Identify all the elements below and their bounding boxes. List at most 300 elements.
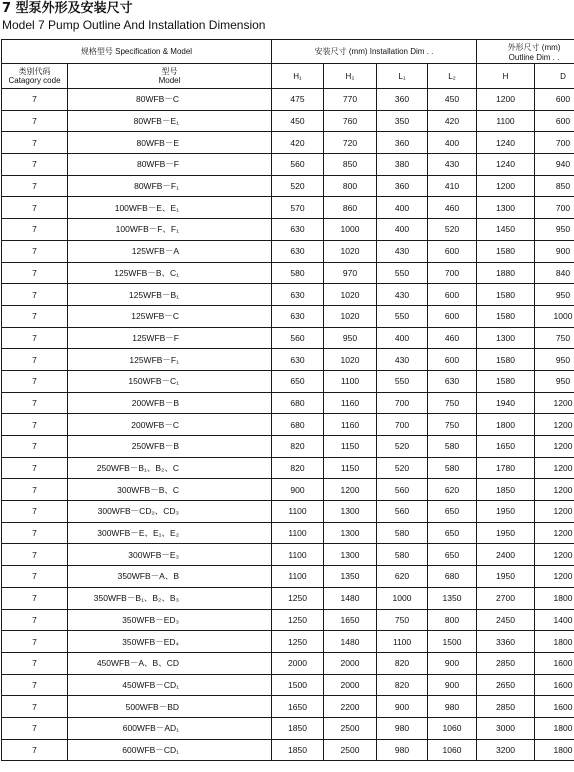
value-cell-h: 3000 — [477, 717, 535, 739]
value-cell-d: 950 — [535, 284, 574, 306]
category-cell: 7 — [2, 501, 68, 523]
value-cell-h: 2850 — [477, 696, 535, 718]
value-cell-l2: 1060 — [428, 717, 477, 739]
value-cell-h1: 820 — [272, 436, 324, 458]
value-cell-h: 3360 — [477, 631, 535, 653]
model-cell: 500WFB－BD — [68, 696, 272, 718]
value-cell-d: 950 — [535, 370, 574, 392]
value-cell-d: 1200 — [535, 522, 574, 544]
model-cell: 150WFB－C₁ — [68, 370, 272, 392]
col-header-d: D — [535, 64, 574, 89]
value-cell-h: 2850 — [477, 652, 535, 674]
value-cell-d: 750 — [535, 327, 574, 349]
value-cell-d: 1600 — [535, 674, 574, 696]
model-cell: 200WFB－C — [68, 414, 272, 436]
value-cell-l2: 430 — [428, 154, 477, 176]
category-cell: 7 — [2, 739, 68, 761]
category-cell: 7 — [2, 262, 68, 284]
value-cell-h2: 1200 — [324, 479, 377, 501]
model-cell: 80WFB－F — [68, 154, 272, 176]
value-cell-l1: 360 — [377, 175, 428, 197]
value-cell-d: 1800 — [535, 717, 574, 739]
category-cell: 7 — [2, 631, 68, 653]
value-cell-h1: 680 — [272, 392, 324, 414]
category-cell: 7 — [2, 132, 68, 154]
spec-header: 规格型号 Specification & Model — [2, 40, 272, 64]
value-cell-h1: 1500 — [272, 674, 324, 696]
value-cell-h1: 520 — [272, 175, 324, 197]
value-cell-d: 1200 — [535, 457, 574, 479]
value-cell-d: 700 — [535, 132, 574, 154]
category-cell: 7 — [2, 175, 68, 197]
table-row — [2, 89, 574, 111]
model-cell: 125WFB－B、C₁ — [68, 262, 272, 284]
value-cell-h1: 630 — [272, 284, 324, 306]
value-cell-l1: 360 — [377, 132, 428, 154]
table-row — [2, 739, 574, 761]
value-cell-l2: 900 — [428, 674, 477, 696]
value-cell-d: 950 — [535, 219, 574, 241]
value-cell-h2: 1350 — [324, 566, 377, 588]
value-cell-l1: 560 — [377, 479, 428, 501]
table-row — [2, 240, 574, 262]
category-cell: 7 — [2, 414, 68, 436]
value-cell-h: 1940 — [477, 392, 535, 414]
value-cell-h2: 760 — [324, 110, 377, 132]
value-cell-h2: 1300 — [324, 522, 377, 544]
value-cell-h1: 1100 — [272, 566, 324, 588]
table-row — [2, 392, 574, 414]
value-cell-h1: 580 — [272, 262, 324, 284]
value-cell-h2: 1480 — [324, 631, 377, 653]
value-cell-h1: 2000 — [272, 652, 324, 674]
model-cell: 300WFB－E、E₁、E₂ — [68, 522, 272, 544]
value-cell-h2: 1480 — [324, 587, 377, 609]
value-cell-h1: 570 — [272, 197, 324, 219]
category-cell: 7 — [2, 219, 68, 241]
value-cell-h: 1650 — [477, 436, 535, 458]
value-cell-h1: 820 — [272, 457, 324, 479]
model-cell: 350WFB－B₁、B₂、B₃ — [68, 587, 272, 609]
value-cell-d: 1600 — [535, 652, 574, 674]
value-cell-l2: 580 — [428, 436, 477, 458]
value-cell-h1: 475 — [272, 89, 324, 111]
table-row — [2, 197, 574, 219]
value-cell-h2: 1100 — [324, 370, 377, 392]
table-row — [2, 566, 574, 588]
value-cell-l1: 1100 — [377, 631, 428, 653]
model-cell: 250WFB－B₁、B₂、C — [68, 457, 272, 479]
category-cell: 7 — [2, 349, 68, 371]
model-cell: 300WFB－B、C — [68, 479, 272, 501]
value-cell-l1: 520 — [377, 436, 428, 458]
category-cell: 7 — [2, 392, 68, 414]
model-cell: 200WFB－B — [68, 392, 272, 414]
model-header — [68, 64, 272, 89]
value-cell-h1: 420 — [272, 132, 324, 154]
col-header-l1: L₁ — [377, 64, 428, 89]
value-cell-l2: 580 — [428, 457, 477, 479]
value-cell-l2: 650 — [428, 501, 477, 523]
value-cell-l1: 580 — [377, 544, 428, 566]
category-header-cn: 类别代码 — [18, 67, 51, 76]
value-cell-l2: 600 — [428, 305, 477, 327]
value-cell-h: 1100 — [477, 110, 535, 132]
value-cell-l2: 460 — [428, 197, 477, 219]
value-cell-h2: 2500 — [324, 717, 377, 739]
table-row — [2, 522, 574, 544]
table-row — [2, 587, 574, 609]
value-cell-l2: 520 — [428, 219, 477, 241]
value-cell-l2: 620 — [428, 479, 477, 501]
value-cell-h: 2650 — [477, 674, 535, 696]
model-cell: 80WFB－C — [68, 89, 272, 111]
value-cell-h2: 770 — [324, 89, 377, 111]
value-cell-h1: 1850 — [272, 717, 324, 739]
table-row — [2, 674, 574, 696]
value-cell-d: 850 — [535, 175, 574, 197]
value-cell-l2: 750 — [428, 414, 477, 436]
value-cell-d: 1800 — [535, 587, 574, 609]
value-cell-l2: 630 — [428, 370, 477, 392]
value-cell-d: 1200 — [535, 479, 574, 501]
dimension-table — [1, 39, 574, 761]
model-cell: 80WFB－F₁ — [68, 175, 272, 197]
table-row — [2, 349, 574, 371]
category-cell: 7 — [2, 327, 68, 349]
value-cell-h2: 2000 — [324, 652, 377, 674]
value-cell-h: 1580 — [477, 370, 535, 392]
value-cell-h1: 1100 — [272, 501, 324, 523]
value-cell-h: 3200 — [477, 739, 535, 761]
value-cell-h2: 2500 — [324, 739, 377, 761]
table-row — [2, 717, 574, 739]
table-row — [2, 414, 574, 436]
model-cell: 450WFB－A、B、CD — [68, 652, 272, 674]
value-cell-l2: 410 — [428, 175, 477, 197]
category-cell: 7 — [2, 305, 68, 327]
value-cell-h1: 1850 — [272, 739, 324, 761]
value-cell-l1: 430 — [377, 349, 428, 371]
value-cell-h2: 1020 — [324, 240, 377, 262]
table-row — [2, 436, 574, 458]
value-cell-h1: 450 — [272, 110, 324, 132]
value-cell-h1: 1250 — [272, 587, 324, 609]
category-cell: 7 — [2, 240, 68, 262]
table-row — [2, 284, 574, 306]
table-row — [2, 154, 574, 176]
value-cell-l1: 980 — [377, 739, 428, 761]
table-row — [2, 175, 574, 197]
value-cell-l1: 820 — [377, 674, 428, 696]
value-cell-l2: 680 — [428, 566, 477, 588]
model-cell: 125WFB－F₁ — [68, 349, 272, 371]
model-cell: 350WFB－A、B — [68, 566, 272, 588]
value-cell-h: 1200 — [477, 89, 535, 111]
value-cell-h1: 630 — [272, 240, 324, 262]
value-cell-l1: 550 — [377, 262, 428, 284]
model-cell: 125WFB－C — [68, 305, 272, 327]
model-cell: 250WFB－B — [68, 436, 272, 458]
value-cell-l2: 600 — [428, 240, 477, 262]
value-cell-h: 1800 — [477, 414, 535, 436]
value-cell-l1: 430 — [377, 240, 428, 262]
value-cell-h1: 900 — [272, 479, 324, 501]
category-cell: 7 — [2, 479, 68, 501]
value-cell-h: 1580 — [477, 284, 535, 306]
value-cell-d: 1000 — [535, 305, 574, 327]
table-row — [2, 110, 574, 132]
value-cell-l2: 450 — [428, 89, 477, 111]
category-cell: 7 — [2, 587, 68, 609]
value-cell-d: 1200 — [535, 414, 574, 436]
value-cell-h: 2400 — [477, 544, 535, 566]
value-cell-h1: 630 — [272, 349, 324, 371]
value-cell-d: 940 — [535, 154, 574, 176]
value-cell-h1: 560 — [272, 154, 324, 176]
value-cell-h: 1300 — [477, 327, 535, 349]
table-row — [2, 457, 574, 479]
value-cell-h2: 1300 — [324, 544, 377, 566]
value-cell-h2: 2000 — [324, 674, 377, 696]
table-row — [2, 327, 574, 349]
value-cell-h: 1580 — [477, 349, 535, 371]
category-cell: 7 — [2, 457, 68, 479]
value-cell-l1: 400 — [377, 197, 428, 219]
value-cell-h2: 1150 — [324, 436, 377, 458]
model-cell: 600WFB－CD₁ — [68, 739, 272, 761]
value-cell-h2: 1020 — [324, 305, 377, 327]
value-cell-h2: 1650 — [324, 609, 377, 631]
value-cell-l1: 400 — [377, 327, 428, 349]
value-cell-h: 1880 — [477, 262, 535, 284]
value-cell-d: 700 — [535, 197, 574, 219]
table-row — [2, 631, 574, 653]
value-cell-l2: 750 — [428, 392, 477, 414]
category-cell: 7 — [2, 544, 68, 566]
table-row — [2, 609, 574, 631]
table-header-row — [2, 40, 574, 64]
value-cell-l1: 560 — [377, 501, 428, 523]
value-cell-l2: 420 — [428, 110, 477, 132]
value-cell-d: 1800 — [535, 739, 574, 761]
model-cell: 600WFB－AD₁ — [68, 717, 272, 739]
value-cell-h1: 1250 — [272, 609, 324, 631]
value-cell-h: 1300 — [477, 197, 535, 219]
category-cell: 7 — [2, 609, 68, 631]
value-cell-h: 1580 — [477, 305, 535, 327]
category-cell: 7 — [2, 154, 68, 176]
category-header-en: Catagory code — [8, 76, 61, 85]
value-cell-h: 1240 — [477, 132, 535, 154]
value-cell-d: 900 — [535, 240, 574, 262]
value-cell-l1: 430 — [377, 284, 428, 306]
table-row — [2, 305, 574, 327]
value-cell-h2: 950 — [324, 327, 377, 349]
page-title: 7 型泵外形及安装尺寸 — [2, 1, 133, 16]
model-cell: 450WFB－CD₁ — [68, 674, 272, 696]
value-cell-l1: 350 — [377, 110, 428, 132]
value-cell-h2: 1000 — [324, 219, 377, 241]
value-cell-h: 1580 — [477, 240, 535, 262]
value-cell-h: 1240 — [477, 154, 535, 176]
value-cell-l2: 650 — [428, 544, 477, 566]
value-cell-h2: 800 — [324, 175, 377, 197]
value-cell-l2: 460 — [428, 327, 477, 349]
value-cell-d: 600 — [535, 89, 574, 111]
value-cell-l1: 360 — [377, 89, 428, 111]
value-cell-l2: 650 — [428, 522, 477, 544]
model-header-en: Model — [158, 76, 181, 85]
value-cell-h2: 850 — [324, 154, 377, 176]
category-cell: 7 — [2, 89, 68, 111]
value-cell-h1: 650 — [272, 370, 324, 392]
value-cell-l1: 620 — [377, 566, 428, 588]
value-cell-l2: 800 — [428, 609, 477, 631]
value-cell-h2: 970 — [324, 262, 377, 284]
install-header: 安装尺寸 (mm) Installation Dim . . — [272, 40, 477, 64]
model-cell: 125WFB－F — [68, 327, 272, 349]
value-cell-h: 2700 — [477, 587, 535, 609]
col-header-h1: H₁ — [272, 64, 324, 89]
col-header-h2: H₂ — [324, 64, 377, 89]
value-cell-l2: 1350 — [428, 587, 477, 609]
value-cell-d: 1200 — [535, 392, 574, 414]
category-cell: 7 — [2, 522, 68, 544]
category-cell: 7 — [2, 652, 68, 674]
value-cell-h: 2450 — [477, 609, 535, 631]
value-cell-h2: 720 — [324, 132, 377, 154]
category-cell: 7 — [2, 284, 68, 306]
value-cell-h1: 630 — [272, 305, 324, 327]
table-body — [2, 89, 574, 761]
value-cell-d: 1200 — [535, 566, 574, 588]
value-cell-l1: 520 — [377, 457, 428, 479]
value-cell-l2: 980 — [428, 696, 477, 718]
table-row — [2, 544, 574, 566]
value-cell-d: 950 — [535, 349, 574, 371]
category-cell: 7 — [2, 696, 68, 718]
value-cell-l1: 750 — [377, 609, 428, 631]
value-cell-h1: 680 — [272, 414, 324, 436]
value-cell-l2: 1060 — [428, 739, 477, 761]
value-cell-h2: 1300 — [324, 501, 377, 523]
table-row — [2, 652, 574, 674]
value-cell-l2: 600 — [428, 284, 477, 306]
value-cell-l1: 550 — [377, 370, 428, 392]
col-header-l2: L₂ — [428, 64, 477, 89]
value-cell-h2: 2200 — [324, 696, 377, 718]
model-cell: 100WFB－F、F₁ — [68, 219, 272, 241]
value-cell-l1: 900 — [377, 696, 428, 718]
value-cell-l1: 700 — [377, 392, 428, 414]
value-cell-d: 1200 — [535, 501, 574, 523]
value-cell-l1: 980 — [377, 717, 428, 739]
value-cell-d: 1200 — [535, 544, 574, 566]
category-header — [2, 64, 68, 89]
model-header-cn: 型号 — [161, 67, 178, 76]
model-cell: 300WFB－E₃ — [68, 544, 272, 566]
value-cell-h1: 630 — [272, 219, 324, 241]
value-cell-h2: 860 — [324, 197, 377, 219]
value-cell-h1: 560 — [272, 327, 324, 349]
value-cell-l2: 700 — [428, 262, 477, 284]
value-cell-d: 840 — [535, 262, 574, 284]
page-subtitle: Model 7 Pump Outline And Installation Dimension — [2, 18, 266, 32]
value-cell-h: 1200 — [477, 175, 535, 197]
value-cell-l2: 1500 — [428, 631, 477, 653]
category-cell: 7 — [2, 197, 68, 219]
value-cell-l1: 820 — [377, 652, 428, 674]
value-cell-h: 1950 — [477, 566, 535, 588]
value-cell-h1: 1250 — [272, 631, 324, 653]
value-cell-d: 600 — [535, 110, 574, 132]
value-cell-h2: 1020 — [324, 284, 377, 306]
outline-header-en: Outline Dim . . — [508, 52, 560, 62]
table-row — [2, 696, 574, 718]
category-cell: 7 — [2, 436, 68, 458]
value-cell-l1: 380 — [377, 154, 428, 176]
category-cell: 7 — [2, 674, 68, 696]
value-cell-l1: 580 — [377, 522, 428, 544]
outline-header — [477, 40, 574, 64]
table-row — [2, 219, 574, 241]
value-cell-l1: 700 — [377, 414, 428, 436]
value-cell-h: 1950 — [477, 522, 535, 544]
value-cell-h2: 1160 — [324, 392, 377, 414]
value-cell-d: 1600 — [535, 696, 574, 718]
value-cell-l2: 900 — [428, 652, 477, 674]
outline-header-cn: 外形尺寸 (mm) — [507, 42, 561, 52]
model-cell: 350WFB－ED₃ — [68, 609, 272, 631]
value-cell-h: 1950 — [477, 501, 535, 523]
value-cell-l1: 1000 — [377, 587, 428, 609]
value-cell-d: 1400 — [535, 609, 574, 631]
value-cell-l2: 600 — [428, 349, 477, 371]
value-cell-h2: 1020 — [324, 349, 377, 371]
table-subheader-row — [2, 64, 574, 89]
model-cell: 125WFB－A — [68, 240, 272, 262]
category-cell: 7 — [2, 110, 68, 132]
category-cell: 7 — [2, 717, 68, 739]
category-cell: 7 — [2, 370, 68, 392]
table-row — [2, 501, 574, 523]
model-cell: 350WFB－ED₄ — [68, 631, 272, 653]
model-cell: 300WFB－CD₂、CD₃ — [68, 501, 272, 523]
category-cell: 7 — [2, 566, 68, 588]
value-cell-l1: 400 — [377, 219, 428, 241]
table-row — [2, 370, 574, 392]
table-row — [2, 132, 574, 154]
value-cell-h2: 1150 — [324, 457, 377, 479]
value-cell-h: 1850 — [477, 479, 535, 501]
value-cell-h: 1780 — [477, 457, 535, 479]
value-cell-h2: 1160 — [324, 414, 377, 436]
value-cell-h1: 1100 — [272, 544, 324, 566]
model-cell: 80WFB－E₁ — [68, 110, 272, 132]
col-header-h: H — [477, 64, 535, 89]
table-row — [2, 479, 574, 501]
value-cell-d: 1200 — [535, 436, 574, 458]
model-cell: 100WFB－E、E₁ — [68, 197, 272, 219]
model-cell: 125WFB－B₁ — [68, 284, 272, 306]
model-cell: 80WFB－E — [68, 132, 272, 154]
value-cell-d: 1800 — [535, 631, 574, 653]
value-cell-h1: 1650 — [272, 696, 324, 718]
value-cell-l1: 550 — [377, 305, 428, 327]
value-cell-h: 1450 — [477, 219, 535, 241]
table-row — [2, 262, 574, 284]
